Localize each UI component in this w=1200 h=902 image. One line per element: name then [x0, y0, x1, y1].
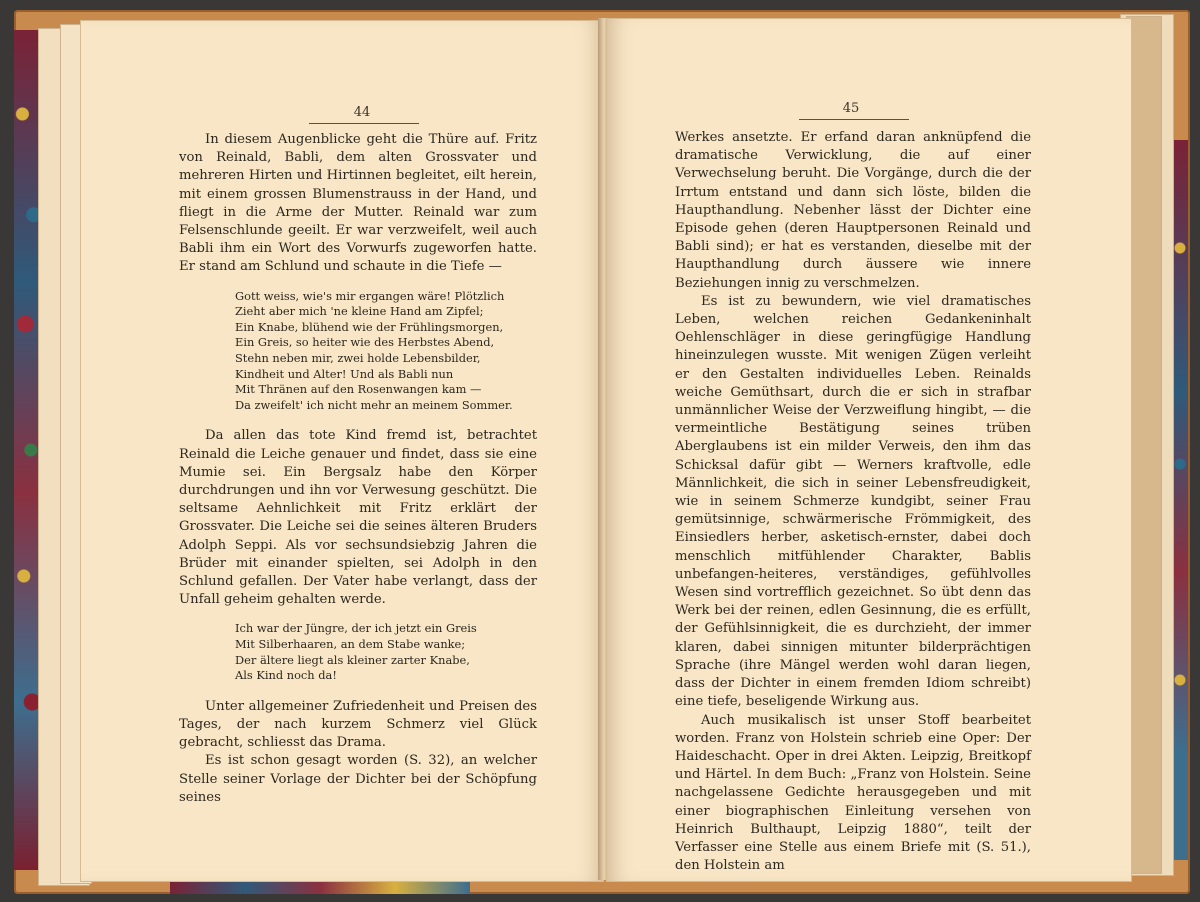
- verse-line: Ich war der Jüngre, der ich jetzt ein Greis: [235, 621, 477, 636]
- verse-line: Zieht aber mich 'ne kleine Hand am Zipfel;: [235, 304, 484, 319]
- paragraph: Es ist schon gesagt worden (S. 32), an welcher Stelle seiner Vorlage der Dichter bei der Schöpfung seines: [179, 753, 537, 805]
- verse-line: Mit Thränen auf den Rosenwangen kam —: [235, 382, 482, 397]
- paragraph: In diesem Augenblicke geht die Thüre auf. Fritz von Reinald, Babli, dem alten Grossvater und mehreren Hirten und Hirtinnen begleitet, eilt herein, mit einem grossen Blumenstrauss in der Hand, und fliegt in die Arme der Mutter. Reinald war zum Felsenschlunde geeilt. Er war verzweifelt, weil auch Babli ihm ein Wort des Vorwurfs zugeworfen hatte. Er stand am Schlund und schaute in die Tiefe —: [179, 132, 537, 275]
- paragraph: Da allen das tote Kind fremd ist, betrachtet Reinald die Leiche genauer und findet, dass sie eine Mumie sei. Ein Bergsalz habe den Körper durchdrungen und ihn vor Verwesung geschützt. Die seltsame Aehnlichkeit mit Fritz erklärt der Grossvater. Die Leiche sei die seines älteren Bruders Adolph Seppi. Als vor sechsundsiebzig Jahren die Brüder mit einander spielten, sei Adolph in den Schlund gefallen. Der Vater habe verlangt, dass der Unfall geheim gehalten werde.: [179, 428, 537, 608]
- page-number: 45: [842, 101, 860, 116]
- page-number-rule: [799, 119, 909, 120]
- right-page: [606, 18, 1132, 882]
- page-number: 44: [353, 105, 371, 120]
- verse-line: Der ältere liegt als kleiner zarter Knabe,: [235, 652, 470, 667]
- verse-line: Als Kind noch da!: [235, 668, 337, 683]
- verse-block: [235, 621, 537, 683]
- left-page-text: [179, 131, 537, 807]
- verse-line: Kindheit und Alter! Und als Babli nun: [235, 366, 454, 381]
- verse-block: [235, 289, 537, 414]
- paragraph: Es ist zu bewundern, wie viel dramatisches Leben, welchen reichen Gedankeninhalt Oehlenschläger in diese geringfügige Handlung hineinzulegen wusste. Mit wenigen Zügen verleiht er den Gestalten individuelles Leben. Reinalds weiche Gemüthsart, durch die er sich in strafbar unmännlicher Weise der Verzweiflung hingibt, — die vermeintliche Bestätigung seines trüben Aberglaubens ist ein milder Verweis, den ihm das Schicksal dafür gibt — Werners kraftvolle, edle Männlichkeit, die sich in seiner Lebensfreudigkeit, wie in seinem Schmerze kundgibt, seiner Frau gemütsinnige, schwärmerische Frömmigkeit, des Einsiedlers herber, asketisch-ernster, dabei doch menschlich mitfühlender Charakter, Bablis unbefangen-heiteres, verständiges, gefühlvolles Wesen sind vortrefflich gezeichnet. So übt denn das Werk bei der reinen, edlen Gesinnung, die es erfüllt, der Gefühlsinnigkeit, die es durchzieht, der immer klaren, dabei sinnigen mitunter bilderprächtigen Sprache (ihre Mängel werden wohl daran liegen, dass der Dichter in einem fremden Idiom schreibt) eine tiefe, beseligende Wirkung aus.: [675, 293, 1031, 710]
- verse-line: Ein Knabe, blühend wie der Frühlingsmorgen,: [235, 319, 504, 334]
- verse-line: Mit Silberhaaren, an dem Stabe wanke;: [235, 637, 466, 651]
- marbled-endpaper-right: [1172, 140, 1188, 860]
- right-page-text: [675, 129, 1031, 875]
- paragraph: Werkes ansetzte. Er erfand daran anknüpfend die dramatische Verwicklung, die auf einer Verwechselung beruht. Die Vorgänge, durch die der Irrtum entstand und dann sich löste, bilden die Haupthandlung. Nebenher lässt der Dichter eine Episode gehen (deren Hauptpersonen Reinald und Babli sind); er hat es verstanden, dieselbe mit der Haupthandlung durch äussere wie innere Beziehungen innig zu verschmelzen.: [675, 130, 1031, 291]
- marbled-endpaper-bottom: [170, 882, 470, 894]
- verse-line: Gott weiss, wie's mir ergangen wäre! Plötzlich: [235, 288, 505, 303]
- paragraph: Auch musikalisch ist unser Stoff bearbeitet worden. Franz von Holstein schrieb eine Oper: Der Haideschacht. Oper in drei Akten. Leipzig, Breitkopf und Härtel. In dem Buch: „Franz von Holstein. Seine nachgelassene Gedichte herausgegeben und mit einer biographischen Einleitung versehen von Heinrich Bulthaupt, Leipzig 1880“, teilt der Verfasser eine Stelle aus einem Briefe mit (S. 51.), den Holstein am: [675, 712, 1031, 874]
- paragraph: Unter allgemeiner Zufriedenheit und Preisen des Tages, der nach kurzem Schmerz viel Glück gebracht, schliesst das Drama.: [179, 698, 537, 751]
- verse-line: Ein Greis, so heiter wie des Herbstes Abend,: [235, 335, 495, 350]
- left-page: [80, 20, 604, 882]
- page-number-rule: [309, 123, 419, 124]
- verse-line: Da zweifelt' ich nicht mehr an meinem Sommer.: [235, 397, 513, 412]
- verse-line: Stehn neben mir, zwei holde Lebensbilder,: [235, 351, 481, 365]
